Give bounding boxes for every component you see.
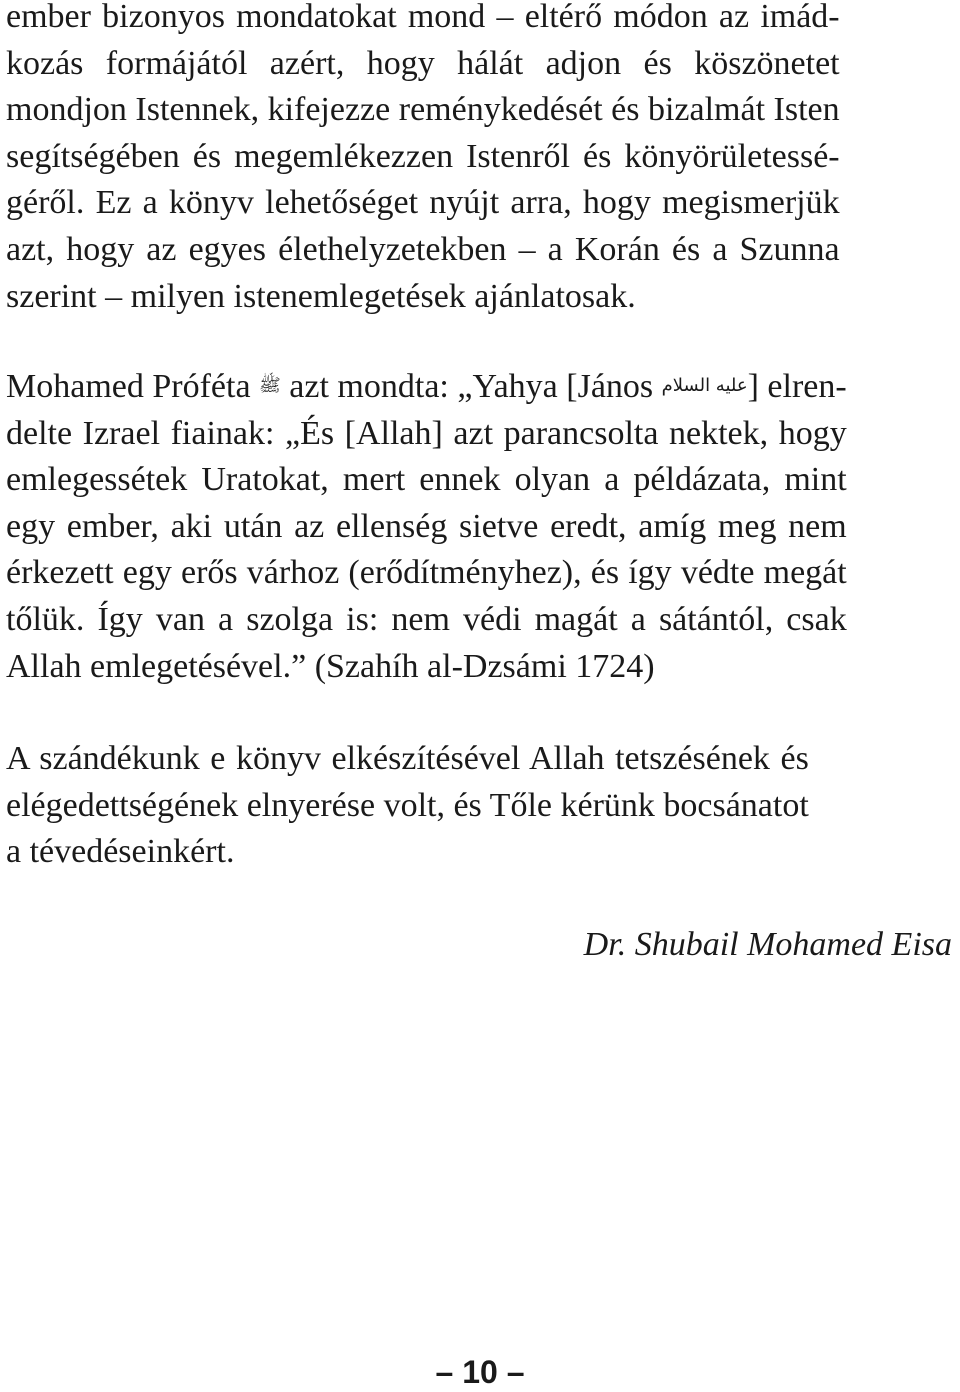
text-line: segítségében és megemlékezzen Istenről és könyörületessé- xyxy=(6,137,840,175)
author-signature: Dr. Shubail Mohamed Eisa xyxy=(583,926,952,963)
text-line: A szándékunk e könyv elkészítésével Allah tetszésének és xyxy=(6,740,809,777)
text-line: mondjon Istennek, kifejezze reménykedését és bizalmát Isten xyxy=(6,91,840,129)
text-line xyxy=(6,364,847,411)
text-line: ember bizonyos mondatokat mond – eltérő módon az imád- xyxy=(6,0,840,35)
page-number: – 10 – xyxy=(435,1354,525,1390)
text-line: egy ember, aki után az ellenség sietve eredt, amíg meg nem xyxy=(6,507,847,545)
text-line: emlegessétek Uratokat, mert ennek olyan a példázata, mint xyxy=(6,461,847,499)
text-line: azt, hogy az egyes élethelyzetekben – a Korán és a Szunna xyxy=(6,230,840,268)
text-line: delte Izrael fiainak: „És [Allah] azt parancsolta nektek, hogy xyxy=(6,414,847,452)
text-segment: ] elren- xyxy=(747,368,847,405)
text-line: kozás formájától azért, hogy hálát adjon és köszönetet xyxy=(6,44,840,82)
prophet-honorific-icon: ﷺ xyxy=(259,375,281,396)
text-line: Allah emlegetésével.” (Szahíh al-Dzsámi 1724) xyxy=(6,647,655,685)
paragraph-intention xyxy=(6,736,809,876)
text-segment: azt mondta: „Yahya [János xyxy=(289,368,654,405)
text-line: géről. Ez a könyv lehetőséget nyújt arra, hogy megismerjük xyxy=(6,184,840,222)
text-line: tőlük. Így van a szolga is: nem védi magát a sátántól, csak xyxy=(6,600,847,638)
peace-honorific-icon: عليه السلام xyxy=(661,375,748,396)
paragraph-intro xyxy=(6,0,840,320)
text-line: érkezett egy erős várhoz (erődítményhez), és így védte megát xyxy=(6,554,847,592)
text-line: elégedettségének elnyerése volt, és Tőle kérünk bocsánatot xyxy=(6,786,809,824)
paragraph-hadith xyxy=(6,364,847,690)
text-line: szerint – milyen istenemlegetések ajánlatosak. xyxy=(6,277,636,315)
text-line: a tévedéseinkért. xyxy=(6,833,235,871)
text-segment: Mohamed Próféta xyxy=(6,368,251,405)
